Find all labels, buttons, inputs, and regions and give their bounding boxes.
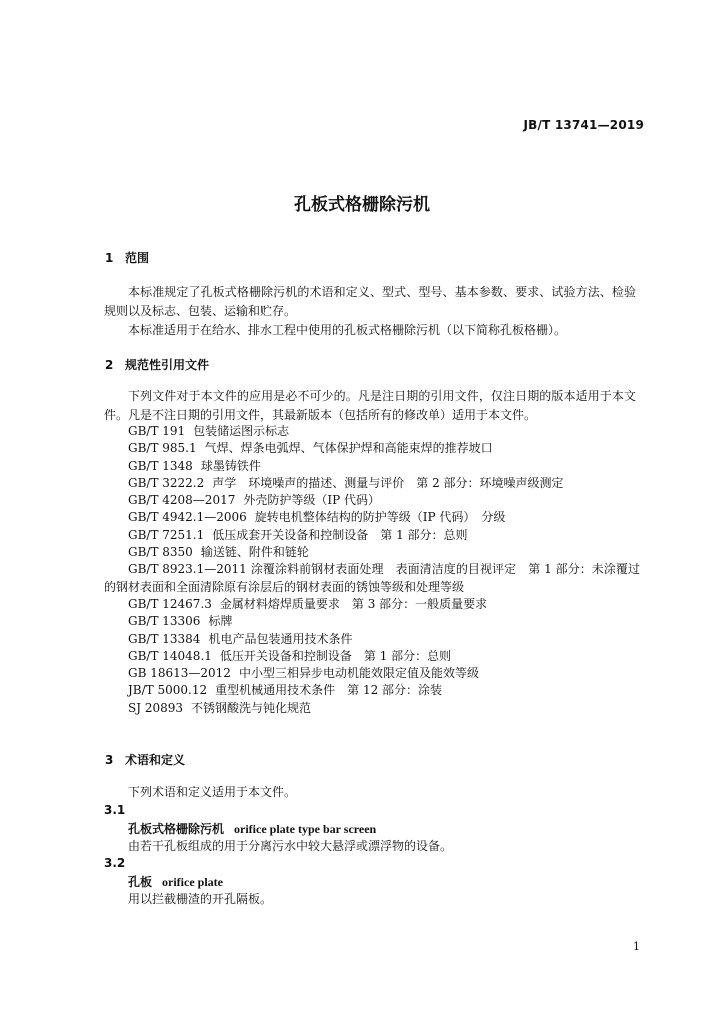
standard-number: JB/T 13741—2019	[523, 118, 644, 132]
reference-item	[104, 561, 640, 596]
reference-code: GB/T 4942.1—2006	[128, 510, 247, 525]
reference-item	[104, 631, 640, 648]
term-name-en: orifice plate	[162, 875, 223, 889]
reference-title: 中小型三相异步电动机能效限定值及能效等级	[238, 666, 479, 681]
section-3-number: 3	[105, 753, 114, 767]
section-1-paragraph-2: 本标准适用于在给水、排水工程中使用的孔板式格栅除污机（以下简称孔板格栅）。	[128, 323, 567, 337]
reference-item	[104, 440, 640, 457]
reference-title: 低压开关设备和控制设备 第 1 部分：总则	[219, 648, 452, 663]
reference-item	[104, 700, 640, 717]
reference-title: 声学 环境噪声的描述、测量与评价 第 2 部分：环境噪声级测定	[212, 475, 564, 490]
reference-title: 旋转电机整体结构的防护等级（IP 代码） 分级	[254, 510, 506, 525]
term-name-en: orifice plate type bar screen	[234, 822, 377, 836]
term-number: 3.1	[104, 803, 126, 817]
reference-code: GB/T 3222.2	[128, 475, 205, 490]
reference-title: 气焊、焊条电弧焊、气体保护焊和高能束焊的推荐坡口	[204, 441, 493, 456]
term-number: 3.2	[104, 856, 126, 870]
section-1-heading	[105, 249, 149, 266]
reference-code: GB 18613—2012	[128, 666, 231, 681]
section-3-title: 术语和定义	[125, 753, 186, 767]
reference-code: GB/T 8350	[128, 545, 193, 560]
reference-code: GB/T 4208—2017	[128, 493, 236, 508]
normative-references-list	[104, 423, 640, 717]
reference-code: GB/T 7251.1	[128, 527, 205, 542]
reference-code: GB/T 13384	[128, 631, 201, 646]
reference-code: GB/T 985.1	[128, 441, 197, 456]
term-definition: 由若干孔板组成的用于分离污水中较大悬浮或漂浮物的设备。	[128, 839, 453, 853]
reference-item	[104, 527, 640, 544]
reference-title: 包装储运图示标志	[193, 424, 290, 438]
term-heading	[128, 820, 376, 837]
reference-item	[104, 613, 640, 630]
term-name-zh: 孔板式格栅除污机	[128, 822, 225, 836]
reference-title: 涂覆涂料前钢材表面处理 表面清洁度的目视评定 第 1 部分：未涂覆过的钢材表面和全面清除原有涂层后的钢材表面的锈蚀等级和处理等级	[104, 562, 640, 594]
section-2-title: 规范性引用文件	[125, 358, 210, 372]
reference-title: 重型机械通用技术条件 第 12 部分：涂装	[215, 683, 443, 698]
reference-code: GB/T 14048.1	[128, 648, 212, 663]
document-title: 孔板式格栅除污机	[294, 195, 430, 215]
section-2-heading	[105, 356, 209, 373]
reference-title: 低压成套开关设备和控制设备 第 1 部分：总则	[212, 527, 468, 542]
reference-title: 不锈钢酸洗与钝化规范	[191, 700, 312, 715]
reference-item	[104, 458, 640, 475]
page-number: 1	[633, 940, 640, 953]
reference-title: 机电产品包装通用技术条件	[208, 631, 353, 646]
reference-item	[104, 475, 640, 492]
reference-code: GB/T 12467.3	[128, 596, 212, 611]
reference-title: 标牌	[208, 614, 233, 629]
reference-code: GB/T 8923.1—2011	[128, 562, 247, 577]
term-name-zh: 孔板	[128, 875, 153, 889]
reference-title: 外壳防护等级（IP 代码）	[243, 493, 380, 508]
term-definition: 用以拦截栅渣的开孔隔板。	[128, 892, 273, 906]
section-2-number: 2	[105, 358, 114, 372]
reference-item	[104, 509, 640, 526]
reference-code: JB/T 5000.12	[128, 683, 208, 698]
reference-item	[104, 423, 640, 440]
reference-code: GB/T 1348	[128, 458, 193, 473]
reference-item	[104, 648, 640, 665]
reference-item	[104, 544, 640, 561]
reference-title: 球墨铸铁件	[200, 458, 261, 473]
reference-item	[104, 682, 640, 699]
section-3-intro: 下列术语和定义适用于本文件。	[128, 785, 297, 799]
section-2-intro: 下列文件对于本文件的应用是必不可少的。凡是注日期的引用文件，仅注日期的版本适用于本文件。凡是不注日期的引用文件，其最新版本（包括所有的修改单）适用于本文件。	[104, 389, 636, 422]
reference-title: 输送链、附件和链轮	[200, 545, 309, 560]
section-3-heading	[105, 751, 185, 768]
section-1-title: 范围	[125, 251, 150, 265]
reference-code: GB/T 13306	[128, 614, 201, 629]
reference-code: GB/T 191	[128, 424, 186, 438]
reference-item	[104, 596, 640, 613]
reference-code: SJ 20893	[128, 700, 184, 715]
reference-item	[104, 665, 640, 682]
reference-title: 金属材料熔焊质量要求 第 3 部分：一般质量要求	[219, 596, 488, 611]
section-1-paragraph-1: 本标准规定了孔板式格栅除污机的术语和定义、型式、型号、基本参数、要求、试验方法、检验规则以及标志、包装、运输和贮存。	[104, 285, 636, 318]
section-1-number: 1	[105, 251, 114, 265]
reference-item	[104, 492, 640, 509]
term-heading	[128, 873, 223, 890]
